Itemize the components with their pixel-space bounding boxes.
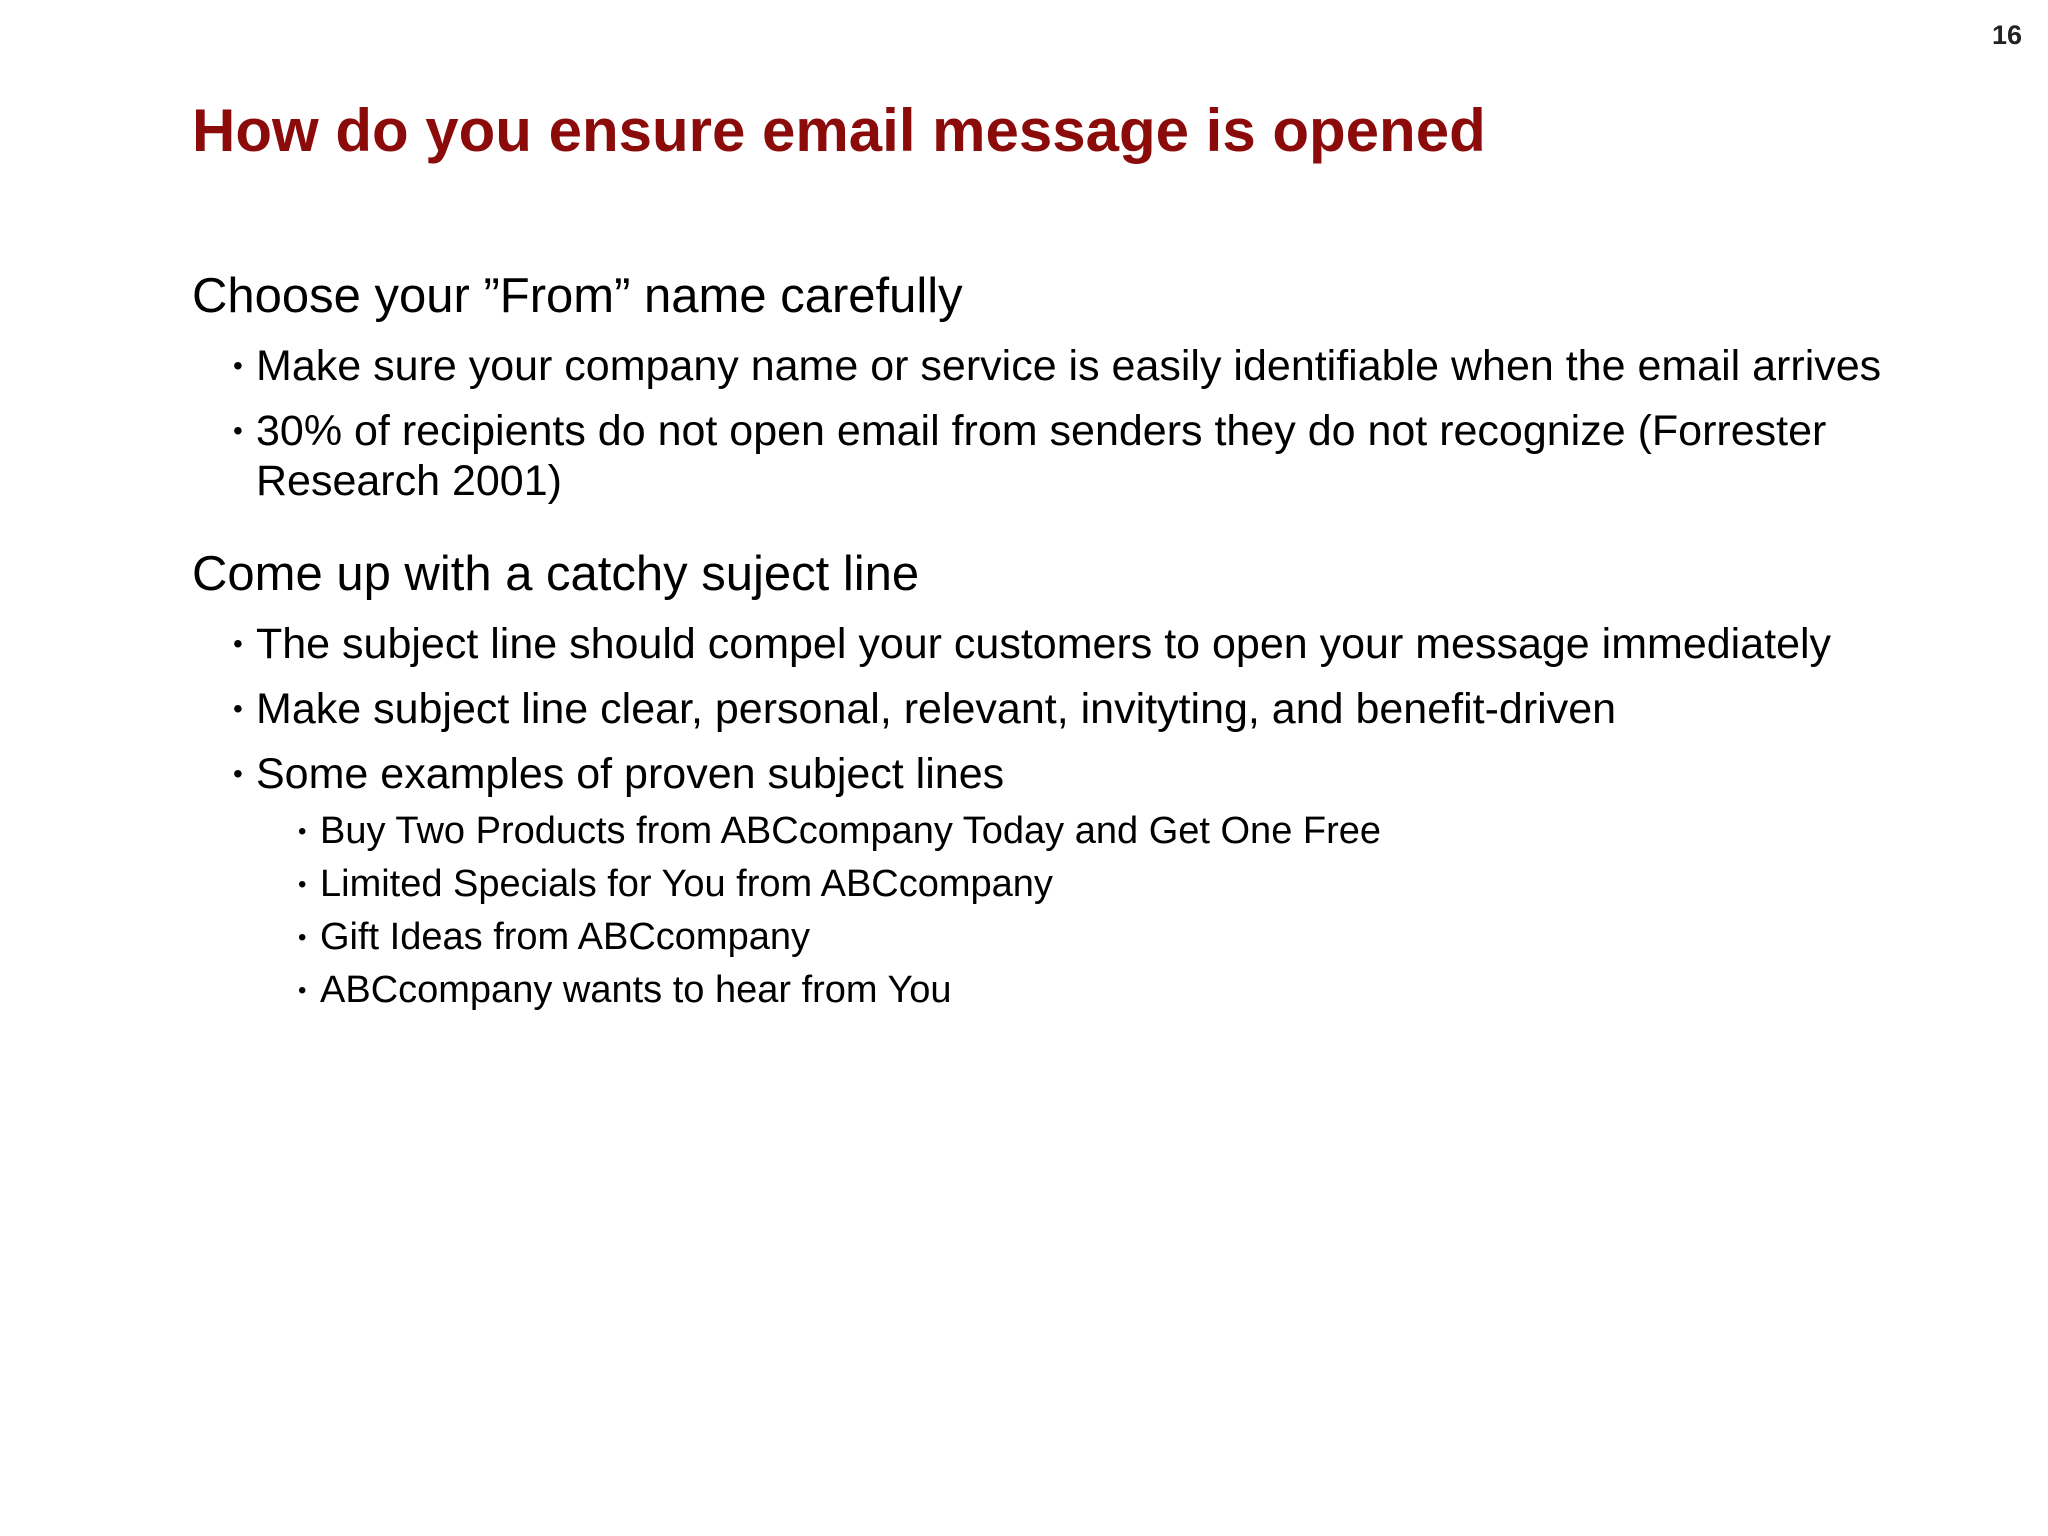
from-name-bullet-list (192, 341, 1932, 506)
bullet-item: • The subject line should compel your customers to open your message immediately (192, 619, 1932, 669)
example-item: • ABCcompany wants to hear from You (192, 964, 1932, 1017)
slide-title: How do you ensure email message is opened (192, 97, 1486, 164)
section-heading-subject-line: Come up with a catchy suject line (192, 547, 920, 601)
bullet-item: • Some examples of proven subject lines (192, 749, 1932, 799)
section-heading-from-name: Choose your ”From” name carefully (192, 269, 963, 323)
bullet-item: • Make subject line clear, personal, relevant, invityting, and benefit-driven (192, 684, 1932, 734)
subject-line-bullet-list (192, 619, 1932, 799)
bullet-item: • Make sure your company name or service is easily identifiable when the email arrives (192, 341, 1932, 391)
slide-content (192, 266, 1932, 1017)
example-item: • Gift Ideas from ABCcompany (192, 911, 1932, 964)
bullet-item: • 30% of recipients do not open email from senders they do not recognize (Forrester Research 2001) (192, 406, 1932, 506)
page-number: 16 (1991, 20, 2022, 50)
example-item: • Limited Specials for You from ABCcompany (192, 858, 1932, 911)
example-item: • Buy Two Products from ABCcompany Today and Get One Free (192, 805, 1932, 858)
subject-line-examples-list (192, 805, 1932, 1017)
